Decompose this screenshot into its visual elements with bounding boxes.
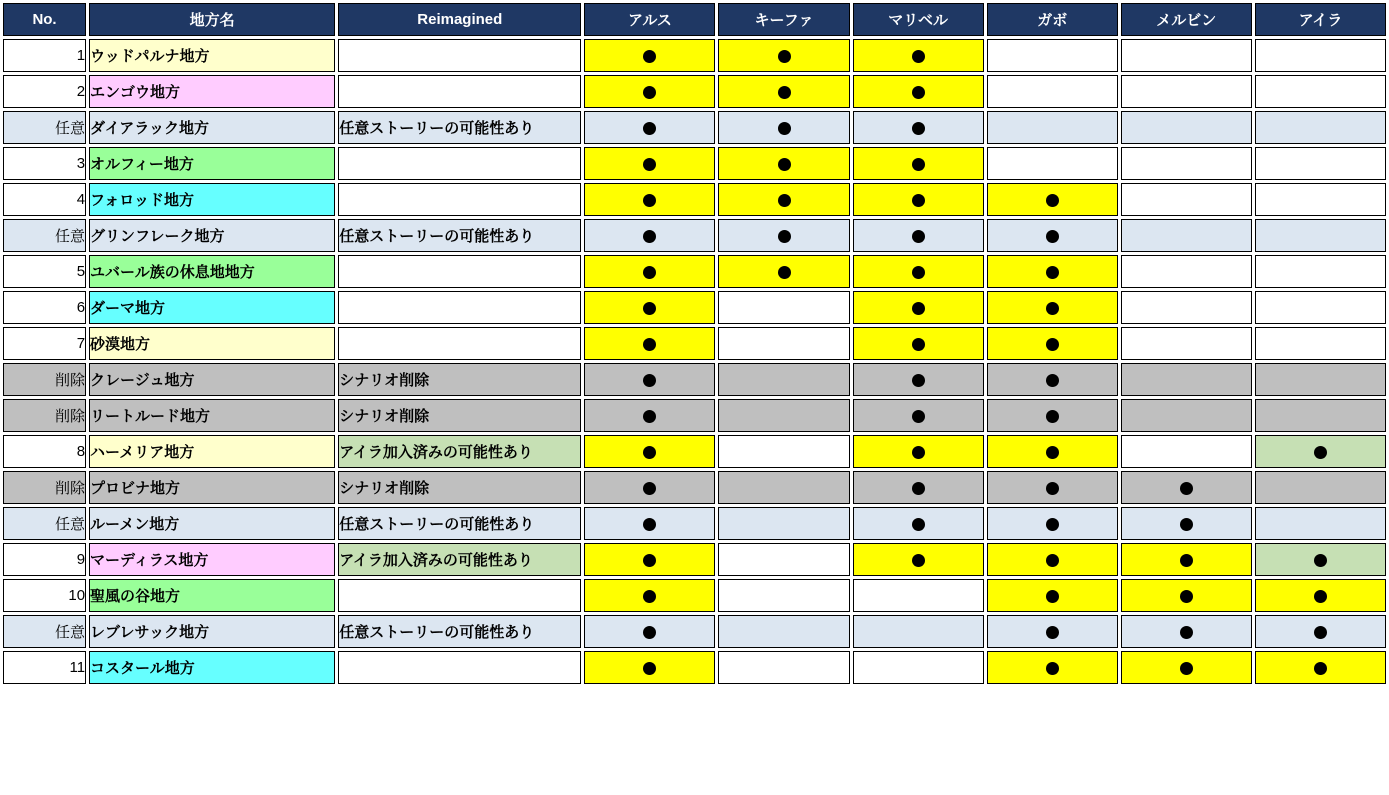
cell-melvin (1121, 651, 1252, 684)
cell-arus (584, 39, 715, 72)
member-dot-icon (1046, 590, 1059, 603)
table-row (3, 39, 1386, 72)
cell-keifa (718, 327, 849, 360)
cell-arus (584, 471, 715, 504)
member-dot-icon (1180, 518, 1193, 531)
table-row (3, 327, 1386, 360)
cell-gabo (987, 471, 1118, 504)
member-dot-icon (643, 86, 656, 99)
column-header-maribel: マリベル (853, 3, 984, 36)
cell-keifa (718, 291, 849, 324)
member-dot-icon (643, 518, 656, 531)
cell-region-name: ダーマ地方 (89, 291, 335, 324)
member-dot-icon (643, 266, 656, 279)
member-dot-icon (643, 194, 656, 207)
cell-maribel (853, 651, 984, 684)
column-header-reimagined: Reimagined (338, 3, 581, 36)
cell-melvin (1121, 615, 1252, 648)
cell-aira (1255, 507, 1386, 540)
cell-aira (1255, 327, 1386, 360)
cell-region-name: クレージュ地方 (89, 363, 335, 396)
column-header-no: No. (3, 3, 86, 36)
cell-keifa (718, 111, 849, 144)
member-dot-icon (643, 590, 656, 603)
member-dot-icon (912, 302, 925, 315)
cell-no: 6 (3, 291, 86, 324)
cell-arus (584, 615, 715, 648)
cell-gabo (987, 219, 1118, 252)
cell-arus (584, 147, 715, 180)
table-row (3, 507, 1386, 540)
table-row (3, 471, 1386, 504)
member-dot-icon (643, 410, 656, 423)
cell-region-name: ウッドパルナ地方 (89, 39, 335, 72)
table-header (3, 3, 1386, 36)
cell-gabo (987, 111, 1118, 144)
cell-aira (1255, 291, 1386, 324)
cell-maribel (853, 615, 984, 648)
cell-arus (584, 363, 715, 396)
member-dot-icon (1180, 662, 1193, 675)
cell-aira (1255, 363, 1386, 396)
cell-arus (584, 75, 715, 108)
cell-melvin (1121, 183, 1252, 216)
cell-reimagined-note (338, 579, 581, 612)
member-dot-icon (643, 554, 656, 567)
cell-reimagined-note: アイラ加入済みの可能性あり (338, 435, 581, 468)
cell-region-name: コスタール地方 (89, 651, 335, 684)
cell-no: 1 (3, 39, 86, 72)
cell-region-name: プロビナ地方 (89, 471, 335, 504)
cell-reimagined-note: アイラ加入済みの可能性あり (338, 543, 581, 576)
cell-melvin (1121, 327, 1252, 360)
member-dot-icon (1314, 662, 1327, 675)
cell-aira (1255, 219, 1386, 252)
cell-arus (584, 219, 715, 252)
table-row (3, 399, 1386, 432)
cell-no: 7 (3, 327, 86, 360)
cell-reimagined-note: シナリオ削除 (338, 471, 581, 504)
member-dot-icon (778, 230, 791, 243)
cell-arus (584, 543, 715, 576)
cell-aira (1255, 543, 1386, 576)
cell-region-name: オルフィー地方 (89, 147, 335, 180)
cell-maribel (853, 543, 984, 576)
cell-keifa (718, 147, 849, 180)
cell-region-name: レブレサック地方 (89, 615, 335, 648)
cell-melvin (1121, 399, 1252, 432)
cell-no: 削除 (3, 363, 86, 396)
cell-reimagined-note: 任意ストーリーの可能性あり (338, 615, 581, 648)
cell-reimagined-note (338, 147, 581, 180)
cell-maribel (853, 471, 984, 504)
member-dot-icon (1046, 230, 1059, 243)
member-dot-icon (1180, 482, 1193, 495)
cell-no: 削除 (3, 399, 86, 432)
cell-gabo (987, 147, 1118, 180)
cell-aira (1255, 111, 1386, 144)
member-dot-icon (912, 518, 925, 531)
table-body (3, 39, 1386, 684)
cell-region-name: ルーメン地方 (89, 507, 335, 540)
cell-arus (584, 291, 715, 324)
member-dot-icon (1046, 194, 1059, 207)
member-dot-icon (1180, 554, 1193, 567)
cell-no: 任意 (3, 111, 86, 144)
table-row (3, 147, 1386, 180)
table-row (3, 651, 1386, 684)
table-row (3, 219, 1386, 252)
member-dot-icon (1046, 374, 1059, 387)
cell-maribel (853, 111, 984, 144)
cell-aira (1255, 39, 1386, 72)
cell-gabo (987, 435, 1118, 468)
cell-keifa (718, 39, 849, 72)
cell-keifa (718, 255, 849, 288)
member-dot-icon (643, 662, 656, 675)
cell-gabo (987, 507, 1118, 540)
cell-gabo (987, 399, 1118, 432)
cell-no: 任意 (3, 219, 86, 252)
cell-melvin (1121, 39, 1252, 72)
cell-maribel (853, 39, 984, 72)
cell-maribel (853, 399, 984, 432)
cell-aira (1255, 471, 1386, 504)
cell-keifa (718, 507, 849, 540)
cell-arus (584, 507, 715, 540)
member-dot-icon (912, 230, 925, 243)
member-dot-icon (643, 302, 656, 315)
cell-arus (584, 399, 715, 432)
cell-maribel (853, 255, 984, 288)
member-dot-icon (643, 230, 656, 243)
member-dot-icon (912, 194, 925, 207)
cell-region-name: フォロッド地方 (89, 183, 335, 216)
cell-region-name: エンゴウ地方 (89, 75, 335, 108)
member-dot-icon (1046, 518, 1059, 531)
member-dot-icon (1046, 410, 1059, 423)
member-dot-icon (1046, 338, 1059, 351)
table-row (3, 183, 1386, 216)
member-dot-icon (643, 626, 656, 639)
cell-region-name: ハーメリア地方 (89, 435, 335, 468)
cell-gabo (987, 75, 1118, 108)
cell-reimagined-note (338, 291, 581, 324)
cell-aira (1255, 255, 1386, 288)
member-dot-icon (643, 122, 656, 135)
cell-arus (584, 255, 715, 288)
column-header-melvin: メルビン (1121, 3, 1252, 36)
cell-melvin (1121, 75, 1252, 108)
member-dot-icon (778, 122, 791, 135)
cell-keifa (718, 579, 849, 612)
member-dot-icon (912, 410, 925, 423)
cell-aira (1255, 147, 1386, 180)
member-dot-icon (643, 158, 656, 171)
member-dot-icon (643, 374, 656, 387)
member-dot-icon (1046, 626, 1059, 639)
member-dot-icon (912, 50, 925, 63)
cell-reimagined-note: シナリオ削除 (338, 399, 581, 432)
table-row (3, 111, 1386, 144)
cell-keifa (718, 435, 849, 468)
cell-keifa (718, 75, 849, 108)
cell-gabo (987, 183, 1118, 216)
cell-gabo (987, 327, 1118, 360)
cell-gabo (987, 543, 1118, 576)
cell-no: 削除 (3, 471, 86, 504)
table-row (3, 291, 1386, 324)
member-dot-icon (1046, 302, 1059, 315)
cell-no: 9 (3, 543, 86, 576)
member-dot-icon (1180, 590, 1193, 603)
member-dot-icon (643, 482, 656, 495)
cell-arus (584, 183, 715, 216)
member-dot-icon (912, 266, 925, 279)
cell-no: 5 (3, 255, 86, 288)
cell-melvin (1121, 507, 1252, 540)
cell-aira (1255, 579, 1386, 612)
member-dot-icon (778, 86, 791, 99)
member-dot-icon (1180, 626, 1193, 639)
member-dot-icon (1314, 590, 1327, 603)
cell-keifa (718, 615, 849, 648)
cell-melvin (1121, 111, 1252, 144)
cell-gabo (987, 39, 1118, 72)
cell-maribel (853, 363, 984, 396)
cell-reimagined-note: 任意ストーリーの可能性あり (338, 219, 581, 252)
cell-no: 任意 (3, 507, 86, 540)
cell-melvin (1121, 471, 1252, 504)
cell-keifa (718, 219, 849, 252)
cell-melvin (1121, 579, 1252, 612)
cell-no: 4 (3, 183, 86, 216)
cell-maribel (853, 219, 984, 252)
cell-reimagined-note: シナリオ削除 (338, 363, 581, 396)
member-dot-icon (778, 50, 791, 63)
member-dot-icon (1046, 554, 1059, 567)
cell-aira (1255, 651, 1386, 684)
cell-no: 8 (3, 435, 86, 468)
cell-melvin (1121, 219, 1252, 252)
cell-no: 任意 (3, 615, 86, 648)
member-dot-icon (1314, 626, 1327, 639)
cell-no: 3 (3, 147, 86, 180)
member-dot-icon (1046, 662, 1059, 675)
cell-maribel (853, 435, 984, 468)
cell-reimagined-note (338, 255, 581, 288)
cell-keifa (718, 543, 849, 576)
member-dot-icon (778, 266, 791, 279)
member-dot-icon (1046, 266, 1059, 279)
header-row (3, 3, 1386, 36)
cell-keifa (718, 183, 849, 216)
cell-region-name: 砂漠地方 (89, 327, 335, 360)
cell-reimagined-note (338, 327, 581, 360)
cell-arus (584, 579, 715, 612)
member-dot-icon (912, 554, 925, 567)
member-dot-icon (912, 122, 925, 135)
member-dot-icon (912, 338, 925, 351)
member-dot-icon (912, 86, 925, 99)
cell-region-name: 聖風の谷地方 (89, 579, 335, 612)
column-header-arus: アルス (584, 3, 715, 36)
cell-keifa (718, 471, 849, 504)
cell-aira (1255, 399, 1386, 432)
cell-arus (584, 111, 715, 144)
cell-aira (1255, 183, 1386, 216)
cell-reimagined-note (338, 183, 581, 216)
member-dot-icon (1046, 446, 1059, 459)
cell-reimagined-note: 任意ストーリーの可能性あり (338, 111, 581, 144)
cell-melvin (1121, 291, 1252, 324)
cell-gabo (987, 363, 1118, 396)
cell-reimagined-note: 任意ストーリーの可能性あり (338, 507, 581, 540)
cell-reimagined-note (338, 75, 581, 108)
cell-reimagined-note (338, 651, 581, 684)
table-row (3, 579, 1386, 612)
cell-gabo (987, 291, 1118, 324)
cell-no: 2 (3, 75, 86, 108)
member-dot-icon (912, 158, 925, 171)
cell-keifa (718, 399, 849, 432)
member-dot-icon (1314, 446, 1327, 459)
member-dot-icon (643, 50, 656, 63)
table-row (3, 75, 1386, 108)
cell-maribel (853, 75, 984, 108)
cell-aira (1255, 435, 1386, 468)
cell-arus (584, 651, 715, 684)
cell-maribel (853, 183, 984, 216)
table-row (3, 255, 1386, 288)
member-dot-icon (912, 374, 925, 387)
member-dot-icon (912, 446, 925, 459)
cell-arus (584, 435, 715, 468)
cell-region-name: グリンフレーク地方 (89, 219, 335, 252)
cell-melvin (1121, 435, 1252, 468)
member-dot-icon (778, 158, 791, 171)
column-header-keifa: キーファ (718, 3, 849, 36)
cell-melvin (1121, 255, 1252, 288)
cell-maribel (853, 579, 984, 612)
column-header-gabo: ガボ (987, 3, 1118, 36)
cell-melvin (1121, 543, 1252, 576)
member-dot-icon (912, 482, 925, 495)
member-dot-icon (778, 194, 791, 207)
cell-no: 10 (3, 579, 86, 612)
member-dot-icon (643, 338, 656, 351)
cell-melvin (1121, 147, 1252, 180)
cell-melvin (1121, 363, 1252, 396)
cell-gabo (987, 651, 1118, 684)
cell-reimagined-note (338, 39, 581, 72)
cell-gabo (987, 615, 1118, 648)
cell-aira (1255, 615, 1386, 648)
cell-aira (1255, 75, 1386, 108)
cell-gabo (987, 255, 1118, 288)
cell-region-name: ダイアラック地方 (89, 111, 335, 144)
table-row (3, 435, 1386, 468)
cell-maribel (853, 327, 984, 360)
cell-maribel (853, 291, 984, 324)
member-dot-icon (1314, 554, 1327, 567)
cell-region-name: リートルード地方 (89, 399, 335, 432)
table-row (3, 363, 1386, 396)
cell-no: 11 (3, 651, 86, 684)
cell-keifa (718, 363, 849, 396)
member-dot-icon (1046, 482, 1059, 495)
table-row (3, 615, 1386, 648)
table-row (3, 543, 1386, 576)
cell-maribel (853, 507, 984, 540)
column-header-region: 地方名 (89, 3, 335, 36)
cell-gabo (987, 579, 1118, 612)
cell-region-name: ユバール族の休息地地方 (89, 255, 335, 288)
cell-region-name: マーディラス地方 (89, 543, 335, 576)
cell-keifa (718, 651, 849, 684)
member-dot-icon (643, 446, 656, 459)
cell-maribel (853, 147, 984, 180)
column-header-aira: アイラ (1255, 3, 1386, 36)
cell-arus (584, 327, 715, 360)
